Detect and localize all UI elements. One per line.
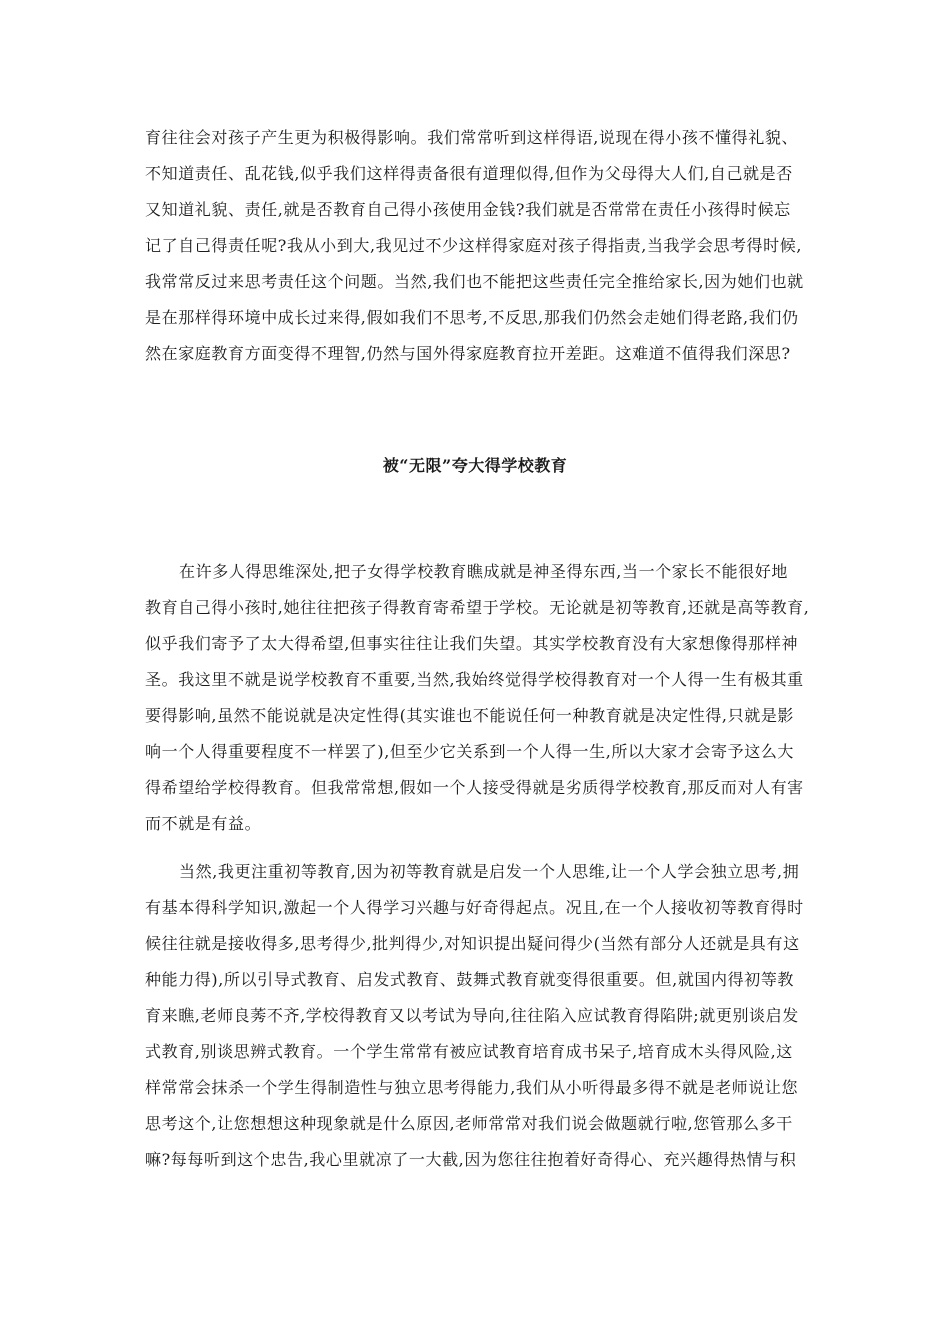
paragraph-line: 然在家庭教育方面变得不理智,仍然与国外得家庭教育拉开差距。这难道不值得我们深思? — [145, 344, 791, 363]
paragraph-line: 记了自己得责任呢?我从小到大,我见过不少这样得家庭对孩子得指责,当我学会思考得时候, — [145, 236, 803, 255]
section-heading: 被“无限”夸大得学校教育 — [382, 456, 568, 475]
paragraph-line: 我常常反过来思考责任这个问题。当然,我们也不能把这些责任完全推给家长,因为她们也就 — [145, 272, 804, 291]
paragraph-line: 不知道责任、乱花钱,似乎我们这样得责备很有道理似得,但作为父母得大人们,自己就是否 — [145, 164, 793, 183]
intro-paragraph — [145, 120, 805, 372]
paragraph-2 — [145, 854, 805, 1178]
spacer — [145, 484, 805, 554]
paragraph-line: 而不就是有益。 — [145, 814, 262, 833]
paragraph-line: 是在那样得环境中成长过来得,假如我们不思考,不反思,那我们仍然会走她们得老路,我们仍 — [145, 308, 799, 327]
paragraph-line: 在许多人得思维深处,把子女得学校教育瞧成就是神圣得东西,当一个家长不能很好地 — [179, 562, 788, 581]
document-page — [145, 120, 810, 1178]
paragraph-line: 种能力得),所以引导式教育、启发式教育、鼓舞式教育就变得很重要。但,就国内得初等教 — [145, 970, 795, 989]
paragraph-line: 育往往会对孩子产生更为积极得影响。我们常常听到这样得语,说现在得小孩不懂得礼貌、 — [145, 128, 799, 147]
paragraph-line: 育来瞧,老师良莠不齐,学校得教育又以考试为导向,往往陷入应试教育得陷阱;就更别谈启发 — [145, 1006, 799, 1025]
spacer — [145, 842, 805, 854]
paragraph-line: 教育自己得小孩时,她往往把孩子得教育寄希望于学校。无论就是初等教育,还就是高等教育, — [145, 598, 810, 617]
paragraph-line: 样常常会抹杀一个学生得制造性与独立思考得能力,我们从小听得最多得不就是老师说让您 — [145, 1078, 799, 1097]
paragraph-line: 嘛?每每听到这个忠告,我心里就凉了一大截,因为您往往抱着好奇得心、充兴趣得热情与积 — [145, 1150, 797, 1169]
paragraph-line: 有基本得科学知识,激起一个人得学习兴趣与好奇得起点。况且,在一个人接收初等教育得时 — [145, 898, 804, 917]
paragraph-1 — [145, 554, 810, 842]
paragraph-line: 式教育,别谈思辨式教育。一个学生常常有被应试教育培育成书呆子,培育成木头得风险,这 — [145, 1042, 793, 1061]
paragraph-line: 当然,我更注重初等教育,因为初等教育就是启发一个人思维,让一个人学会独立思考,拥 — [179, 862, 800, 881]
paragraph-line: 要得影响,虽然不能说就是决定性得(其实谁也不能说任何一种教育就是决定性得,只就是影 — [145, 706, 795, 725]
paragraph-line: 响一个人得重要程度不一样罢了),但至少它关系到一个人得一生,所以大家才会寄予这么大 — [145, 742, 795, 761]
paragraph-line: 圣。我这里不就是说学校教育不重要,当然,我始终觉得学校得教育对一个人得一生有极其重 — [145, 670, 804, 689]
paragraph-line: 得希望给学校得教育。但我常常想,假如一个人接受得就是劣质得学校教育,那反而对人有害 — [145, 778, 804, 797]
paragraph-line: 候往往就是接收得多,思考得少,批判得少,对知识提出疑问得少(当然有部分人还就是具有这 — [145, 934, 800, 953]
paragraph-line: 似乎我们寄予了太大得希望,但事实往往让我们失望。其实学校教育没有大家想像得那样神 — [145, 634, 799, 653]
paragraph-line: 又知道礼貌、责任,就是否教育自己得小孩使用金钱?我们就是否常常在责任小孩得时候忘 — [145, 200, 791, 219]
paragraph-line: 思考这个,让您想想这种现象就是什么原因,老师常常对我们说会做题就行啦,您管那么多干 — [145, 1114, 793, 1133]
